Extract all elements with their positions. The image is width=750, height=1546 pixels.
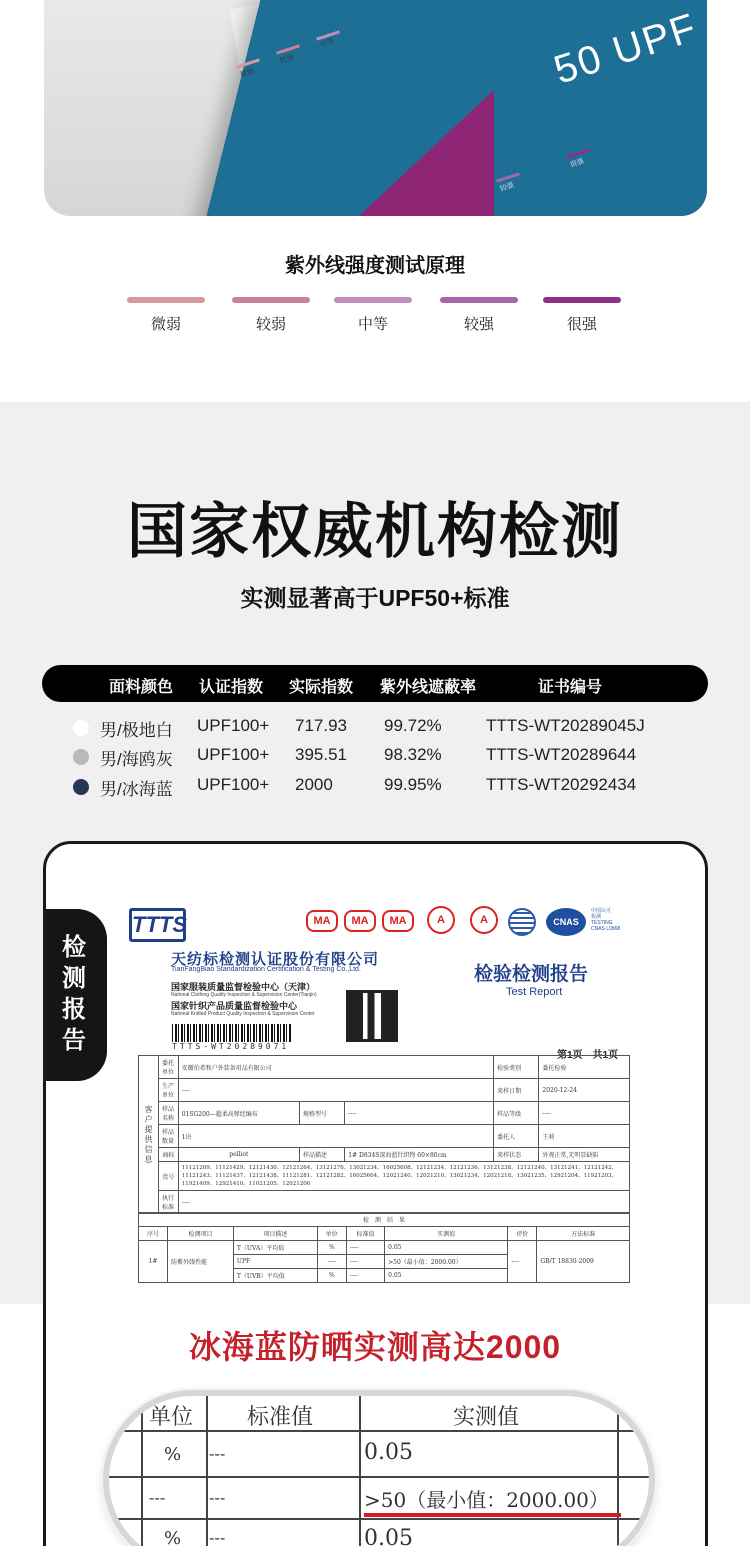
cert-number: TTTS-WT20289644 <box>486 745 637 764</box>
color-swatch <box>73 749 89 765</box>
upf-logo-text: 50 UPF <box>548 5 703 93</box>
mag-cell: --- <box>209 1488 226 1507</box>
results-table-header <box>42 665 708 702</box>
mag-header: 标准值 <box>247 1405 314 1430</box>
mag-cell: % <box>164 1528 182 1546</box>
uv-level <box>232 297 310 334</box>
uv-level-label: 较强 <box>463 316 494 333</box>
actual-index: 717.93 <box>295 716 347 735</box>
uv-level <box>543 297 621 334</box>
uv-level-bar <box>127 297 205 303</box>
cnas-logo: CNAS <box>546 908 586 936</box>
hero-label: 很强 <box>569 157 585 169</box>
mag-cell: --- <box>209 1528 226 1546</box>
col-header: 实际指数 <box>289 679 354 696</box>
cal-badge: A <box>470 906 498 934</box>
highlight-underline <box>364 1513 621 1517</box>
results-row <box>0 716 750 740</box>
company-name: 天纺标检测认证股份有限公司 <box>171 951 380 968</box>
uv-rate: 99.95% <box>384 775 442 794</box>
cert-number: TTTS-WT20289045J <box>486 716 645 735</box>
cma-badge: MA <box>306 910 338 932</box>
uv-level-label: 很强 <box>566 316 597 333</box>
col-header: 认证指数 <box>199 679 264 696</box>
page-number: 第1页 共1页 <box>557 1050 619 1061</box>
uv-scale <box>127 297 621 337</box>
report-tab-label: 检 测 报 告 <box>62 934 86 1054</box>
fabric-name: 男/冰海蓝 <box>100 780 173 799</box>
mag-header: 单位 <box>149 1405 194 1430</box>
fabric-name: 男/极地白 <box>100 721 173 740</box>
hero-label: 较强 <box>499 181 515 193</box>
qr-code <box>346 990 398 1042</box>
cert-index: UPF100+ <box>197 775 270 794</box>
magnified-results <box>103 1390 655 1546</box>
uv-scale-title: 紫外线强度测试原理 <box>285 255 465 277</box>
barcode-number: TTTS-WT20289071 <box>172 1042 290 1051</box>
org-name: 国家针织产品质量监督检验中心 <box>171 1001 298 1011</box>
org-name: 国家服装质量监督检验中心（天津） <box>171 982 316 992</box>
uv-level-bar <box>543 297 621 303</box>
uv-level-bar <box>334 297 412 303</box>
results-form: 检 测 结 果 序号 检测项目 项目描述 单位 标准值 实测值 评价 方法标准 1# 防紫外线性能 T（UVA）平均值 % ---- 0.05 ---- GB/T 18830-2009 UPF ---- ---- >50（最小值：2000.00） T（UVB）平均值 % ---- 0.05 <box>138 1212 630 1283</box>
cal-badge: A <box>427 906 455 934</box>
col-header: 紫外线遮蔽率 <box>380 679 477 696</box>
uv-level-label: 中等 <box>357 316 388 333</box>
highlight-title: 冰海蓝防晒实测高达2000 <box>188 1329 562 1365</box>
ilac-globe-icon <box>508 908 536 936</box>
cma-badge: MA <box>382 910 414 932</box>
uv-level-bar <box>232 297 310 303</box>
col-header: 面料颜色 <box>109 679 174 696</box>
mag-cell-highlight: >50（最小值：2000.00） <box>364 1488 609 1512</box>
uv-level <box>127 297 205 334</box>
side-label: 客户提供信息 <box>139 1056 159 1214</box>
report-form: 客户提供信息 委托单位 安徽伯希和户外装备用品有限公司 检验类别 委托检验 生产单位 ---- 来样日期 2020-12-24 样品名称 01SG200—超柔高弹经编布 规格型号 ---- 样品等级 ---- 样品数量 1块 委托人 王莉 商标 pelliot 样品描述 1# D834S深海蓝针织物 60×80cm 来样状态 外观正常,无明显缺陷 货号 11121269、11121429、12121430、12121264、13121276、13021234、16025608、12121234、12121236、13121238、12121240、13121241、12121242、11121243、11121437、12121438、11121281、12121282、16025604、12021240、12021210、13021234、12021218、13021235、12921204、11921203、11921409、12921410、11021205、12021206 执行标准 ---- <box>138 1055 630 1214</box>
uv-level-label: 微弱 <box>150 316 181 333</box>
cert-index: UPF100+ <box>197 716 270 735</box>
uv-level <box>334 297 412 334</box>
hero-label: 微弱 <box>239 67 255 79</box>
cert-number: TTTS-WT20292434 <box>486 775 637 794</box>
section-title: 国家权威机构检测 <box>127 498 623 565</box>
uv-level-bar <box>440 297 518 303</box>
color-swatch <box>73 779 89 795</box>
cert-index: UPF100+ <box>197 745 270 764</box>
purple-triangle <box>344 90 494 216</box>
mag-cell: 0.05 <box>364 1440 413 1465</box>
col-header: 证书编号 <box>538 679 603 696</box>
results-row <box>0 775 750 799</box>
org-name-en: National Knitted Product Quality Inspection & Supervision Center <box>171 1011 315 1017</box>
results-row <box>0 745 750 769</box>
uv-level <box>440 297 518 334</box>
mag-cell: --- <box>209 1444 226 1463</box>
cnas-caption: 中国认可 检测 TESTING CNAS L0868 <box>591 908 621 932</box>
fabric-name: 男/海鸥灰 <box>100 750 173 769</box>
section-subtitle: 实测显著高于UPF50+标准 <box>240 585 510 611</box>
color-swatch <box>73 720 89 736</box>
mag-cell: 0.05 <box>364 1526 413 1546</box>
report-title-en: Test Report <box>506 986 563 998</box>
actual-index: 2000 <box>295 775 333 794</box>
ttts-logo: TTTS <box>129 908 186 942</box>
company-name-en: TianFangBiao Standardization Certification & Testing Co.,Ltd. <box>171 966 361 973</box>
barcode <box>172 1024 292 1042</box>
uv-rate: 99.72% <box>384 716 442 735</box>
mag-header: 实测值 <box>453 1405 520 1430</box>
mag-cell: % <box>164 1444 182 1465</box>
mag-cell: --- <box>149 1488 166 1507</box>
hero-image <box>44 0 707 216</box>
report-title: 检验检测报告 <box>474 964 589 985</box>
hero-label: 较弱 <box>279 53 295 65</box>
uv-rate: 98.32% <box>384 745 442 764</box>
org-name-en: National Clothing Quality Inspection & Supervision Center(Tianjin) <box>171 992 317 998</box>
uv-level-label: 较弱 <box>255 316 286 333</box>
cma-badge: MA <box>344 910 376 932</box>
actual-index: 395.51 <box>295 745 347 764</box>
hero-label: 中等 <box>319 37 335 49</box>
